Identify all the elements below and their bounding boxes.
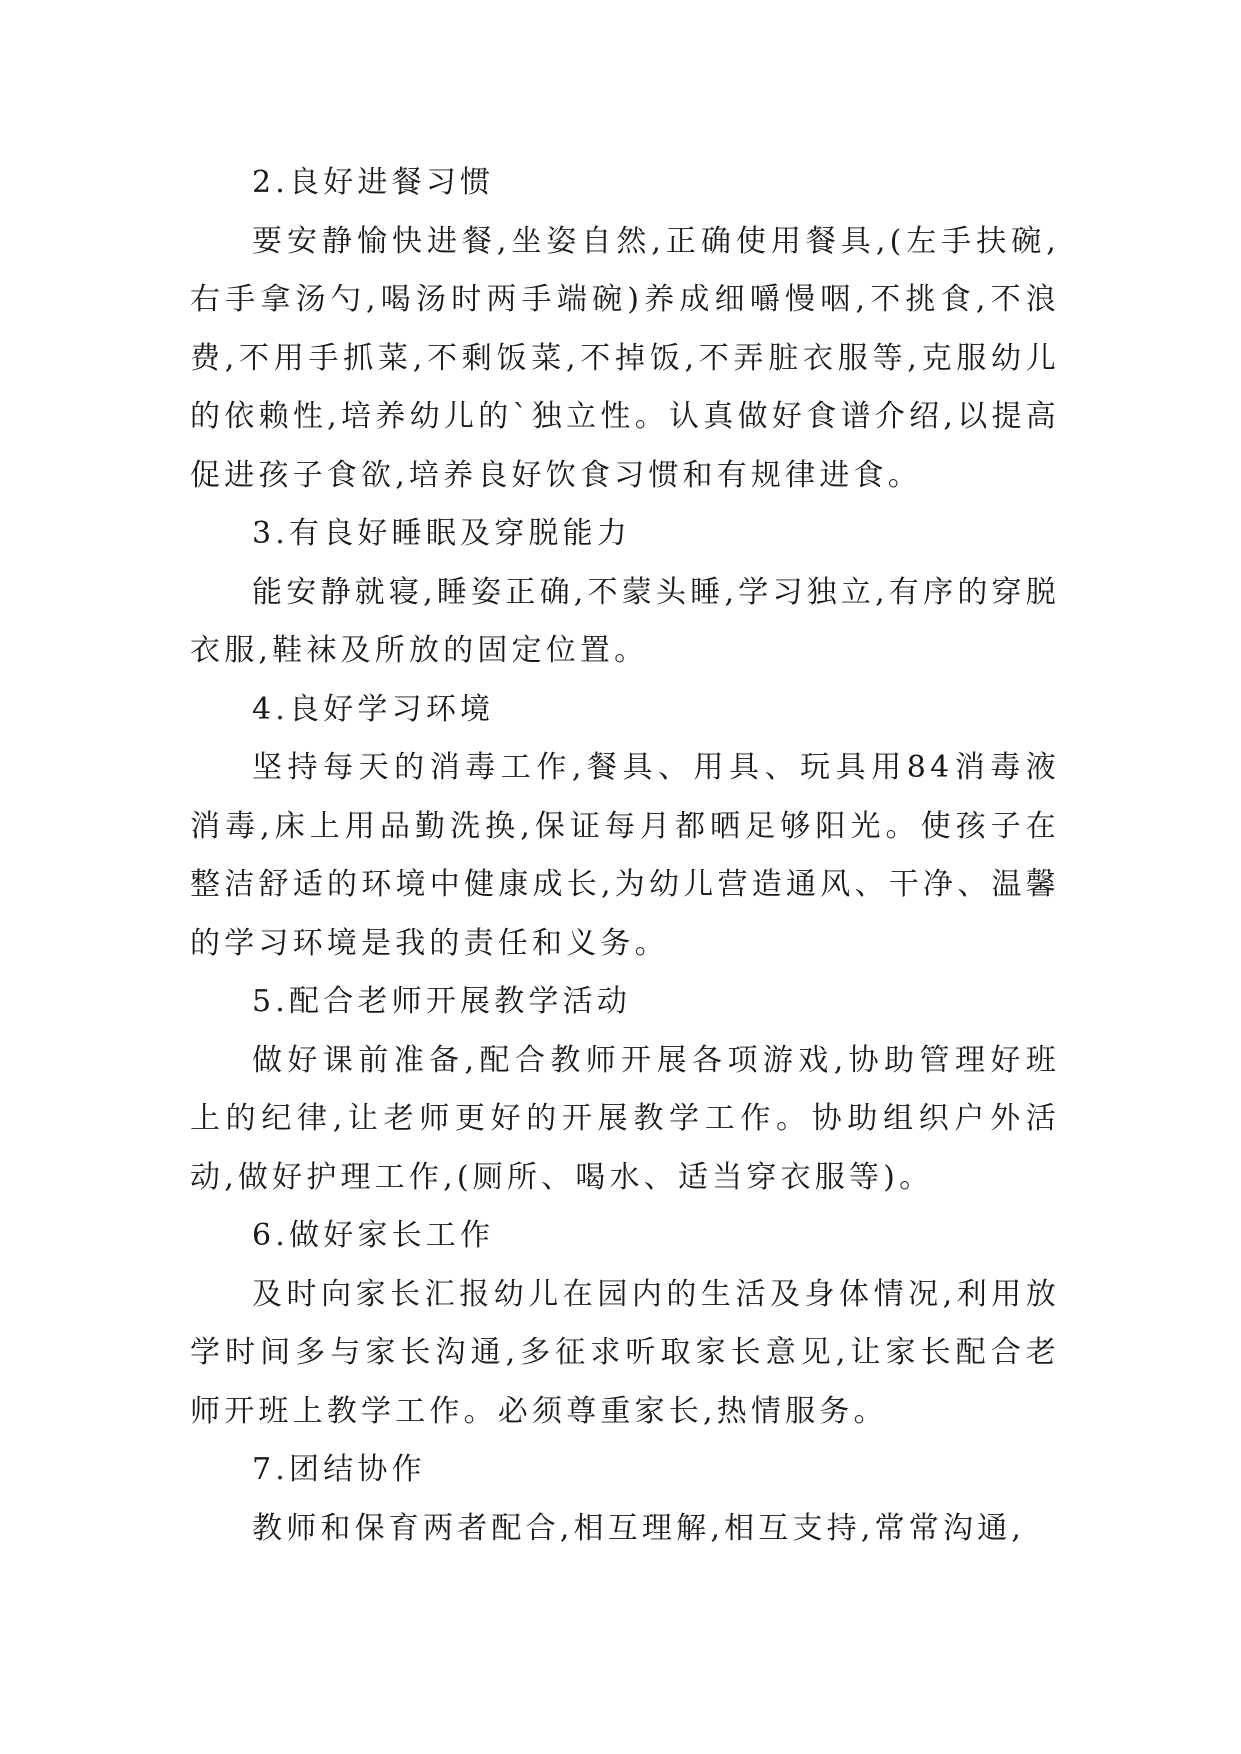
section-body-learning-environment: 坚持每天的消毒工作,餐具、用具、玩具用84消毒液消毒,床上用品勤洗换,保证每月都晒足够阳光。使孩子在整洁舒适的环境中健康成长,为幼儿营造通风、干净、温馨的学习环境是我的责任和义务。	[190, 750, 1060, 961]
section-body-sleep-dressing: 能安静就寝,睡姿正确,不蒙头睡,学习独立,有序的穿脱衣服,鞋袜及所放的固定位置。	[190, 574, 1060, 668]
section-body-teaching-activities: 做好课前准备,配合教师开展各项游戏,协助管理好班上的纪律,让老师更好的开展教学工作。协助组织户外活动,做好护理工作,(厕所、喝水、适当穿衣服等)。	[190, 1042, 1060, 1195]
section-body-eating-habits: 要安静愉快进餐,坐姿自然,正确使用餐具,(左手扶碗,右手拿汤勺,喝汤时两手端碗)养成细嚼慢咽,不挑食,不浪费,不用手抓菜,不剩饭菜,不掉饭,不弄脏衣服等,克服幼儿的依赖性,培养幼儿的`独立性。认真做好食谱介绍,以提高促进孩子食欲,培养良好饮食习惯和有规律进食。	[190, 223, 1060, 493]
section-body-teamwork: 教师和保育两者配合,相互理解,相互支持,常常沟通,	[252, 1510, 1026, 1546]
document-content	[190, 154, 1060, 1558]
section-heading-teaching-activities: 5.配合老师开展教学活动	[252, 984, 632, 1019]
section-heading-sleep-dressing: 3.有良好睡眠及穿脱能力	[252, 516, 632, 551]
section-body-parent-work: 及时向家长汇报幼儿在园内的生活及身体情况,利用放学时间多与家长沟通,多征求听取家长意见,让家长配合老师开班上教学工作。必须尊重家长,热情服务。	[190, 1276, 1060, 1429]
section-heading-parent-work: 6.做好家长工作	[252, 1218, 495, 1253]
section-heading-eating-habits: 2.良好进餐习惯	[252, 165, 495, 200]
section-heading-learning-environment: 4.良好学习环境	[252, 691, 495, 727]
section-heading-teamwork: 7.团结协作	[252, 1452, 426, 1487]
